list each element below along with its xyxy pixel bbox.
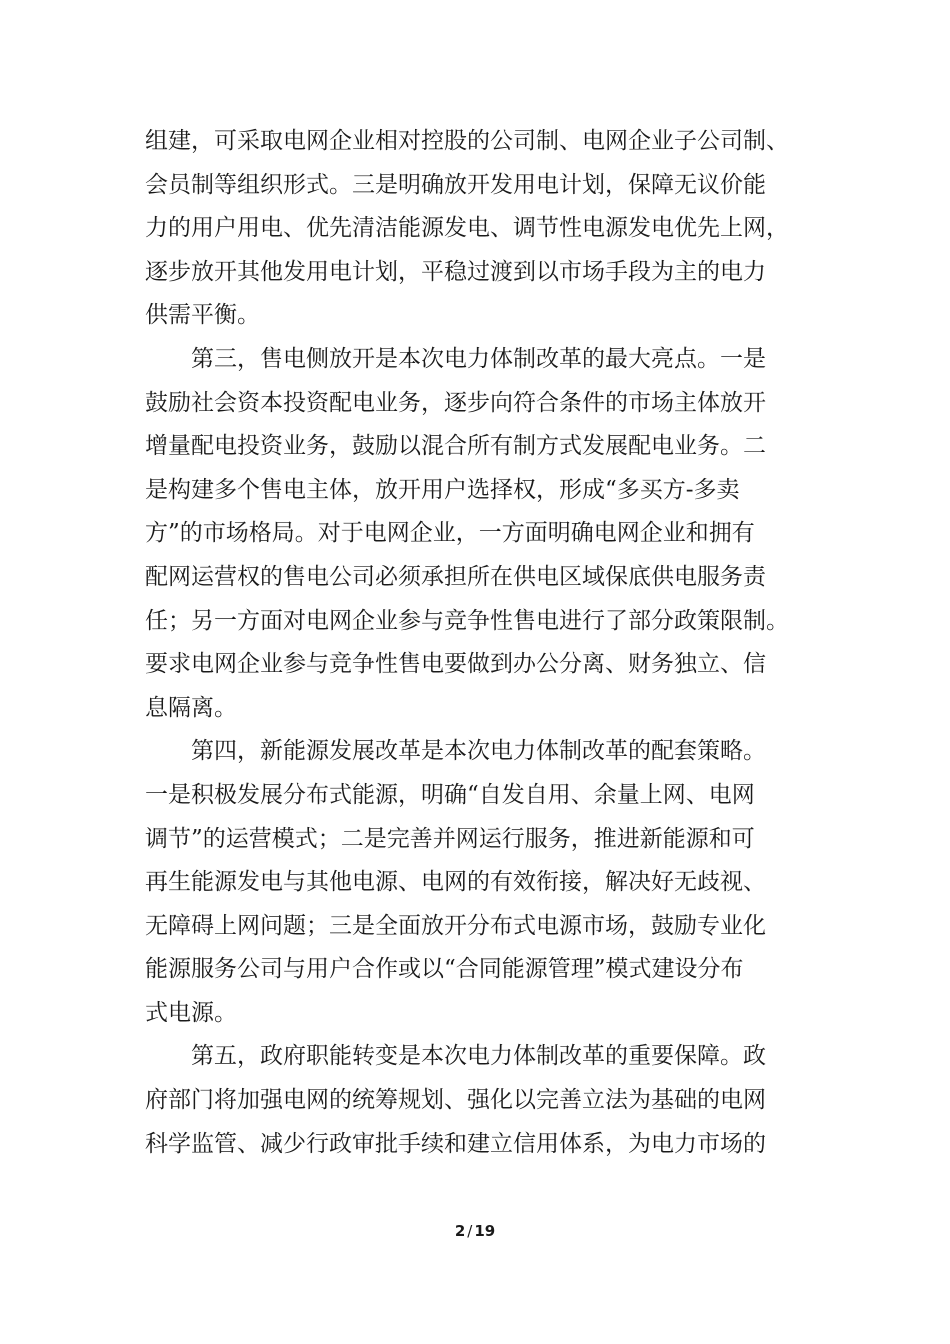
body-text: [145, 120, 815, 1166]
total-pages-number: 19: [474, 1222, 496, 1240]
text-line: 逐步放开其他发用电计划，平稳过渡到以市场手段为主的电力: [145, 258, 766, 285]
text-line: 府部门将加强电网的统筹规划、强化以完善立法为基础的电网: [145, 1087, 766, 1114]
text-line: 力的用户用电、优先清洁能源发电、调节性电源发电优先上网，: [145, 215, 789, 242]
text-line: 增量配电投资业务，鼓励以混合所有制方式发展配电业务。二: [145, 433, 766, 460]
text-line: 一是积极发展分布式能源，明确“自发自用、余量上网、电网: [145, 781, 755, 808]
text-line: 鼓励社会资本投资配电业务，逐步向符合条件的市场主体放开: [145, 389, 766, 416]
text-line: 科学监管、减少行政审批手续和建立信用体系，为电力市场的: [145, 1130, 766, 1157]
text-line: 再生能源发电与其他电源、电网的有效衔接，解决好无歧视、: [145, 869, 766, 896]
page-number: [0, 1222, 950, 1240]
text-line: 任；另一方面对电网企业参与竞争性售电进行了部分政策限制。: [145, 607, 789, 634]
text-line: 供需平衡。: [145, 302, 260, 329]
paragraph-start-line: 第三，售电侧放开是本次电力体制改革的最大亮点。一是: [191, 345, 766, 372]
page-separator: /: [467, 1222, 473, 1240]
text-line: 配网运营权的售电公司必须承担所在供电区域保底供电服务责: [145, 563, 766, 590]
current-page-number: 2: [454, 1222, 466, 1240]
text-line: 调节”的运营模式；二是完善并网运行服务，推进新能源和可: [145, 825, 755, 852]
text-line: 式电源。: [145, 999, 237, 1026]
text-line: 息隔离。: [145, 694, 237, 721]
paragraph-start-line: 第五，政府职能转变是本次电力体制改革的重要保障。政: [191, 1043, 766, 1070]
text-line: 会员制等组织形式。三是明确放开发用电计划，保障无议价能: [145, 171, 766, 198]
text-line: 组建，可采取电网企业相对控股的公司制、电网企业子公司制、: [145, 128, 789, 154]
text-line: 无障碍上网问题；三是全面放开分布式电源市场，鼓励专业化: [145, 912, 766, 939]
text-line: 方”的市场格局。对于电网企业，一方面明确电网企业和拥有: [145, 520, 755, 547]
text-line: 要求电网企业参与竞争性售电要做到办公分离、财务独立、信: [145, 651, 766, 678]
text-line: 是构建多个售电主体，放开用户选择权，形成“多买方-多卖: [145, 476, 740, 503]
text-line: 能源服务公司与用户合作或以“合同能源管理”模式建设分布: [145, 956, 744, 983]
paragraph-start-line: 第四，新能源发展改革是本次电力体制改革的配套策略。: [191, 738, 766, 765]
